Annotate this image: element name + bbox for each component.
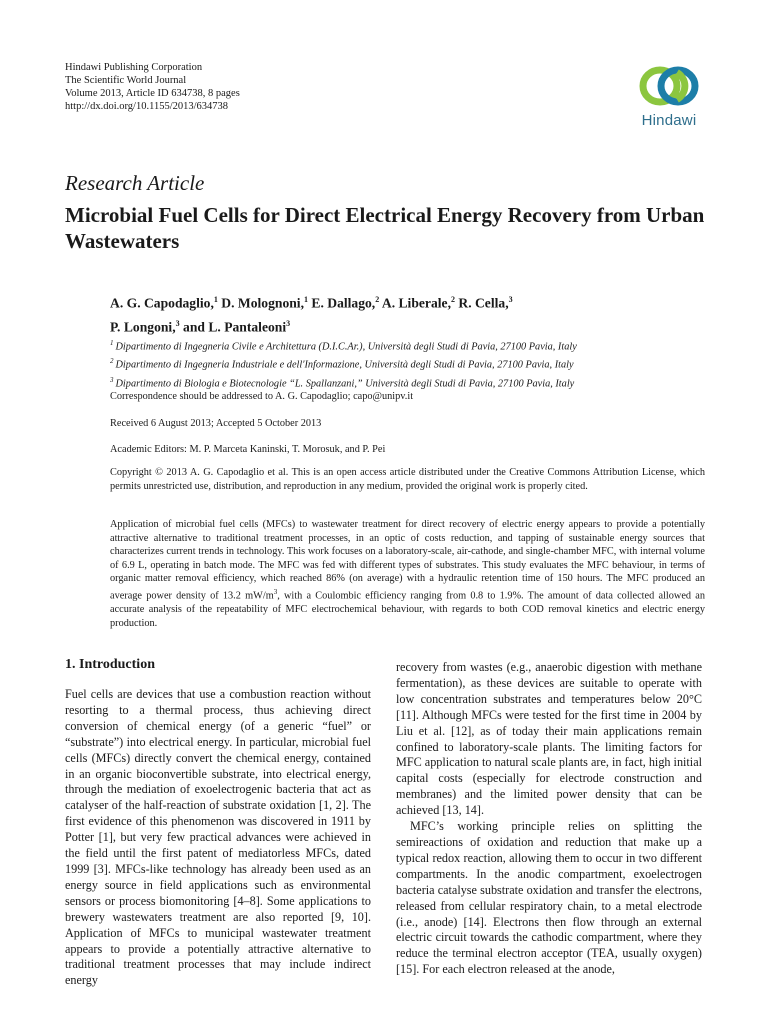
superscript: 3	[273, 587, 278, 596]
affiliation-text: Dipartimento di Biologia e Biotecnologie “L. Spallanzani,” Università degli Studi di Pavia, 27100 Pavia, Italy	[115, 378, 575, 390]
affiliation-mark: 2	[450, 295, 455, 304]
author: R. Cella,	[458, 295, 509, 311]
author: A. Liberale,	[381, 295, 451, 311]
logo-text: Hindawi	[641, 112, 697, 129]
correspondence: Correspondence should be addressed to A. G. Capodaglio; capo@unipv.it	[110, 391, 414, 402]
author: and L. Pantaleoni	[183, 319, 287, 335]
hindawi-rings-icon	[632, 62, 706, 112]
left-column	[65, 687, 371, 989]
academic-editors: Academic Editors: M. P. Marceta Kaninski, T. Morosuk, and P. Pei	[110, 444, 386, 455]
affiliation-number: 2	[110, 357, 114, 366]
abstract-text: , with a Coulombic efficiency ranging from 0.8 to 1.9%. The amount of data collected allowed an accurate analysis of the repeatability of MFC electrochemical behaviour, with regards to both COD removal kinetics and electric energy production.	[110, 590, 705, 629]
affiliation	[110, 373, 670, 391]
affiliation-mark: 3	[175, 318, 180, 328]
author-list	[110, 290, 670, 337]
journal-name: The Scientific World Journal	[65, 75, 187, 86]
author: A. G. Capodaglio,	[110, 295, 214, 311]
doi-link[interactable]: http://dx.doi.org/10.1155/2013/634738	[65, 101, 229, 112]
abstract	[110, 518, 705, 630]
article-type: Research Article	[65, 171, 205, 195]
affiliation-mark: 1	[303, 295, 308, 304]
hindawi-logo	[632, 62, 706, 132]
body-paragraph: MFC’s working principle relies on splitting the semireactions of oxidation and reduction that make up a typical redox reaction, allowing them to occur in two different compartments. In the anodic compartment, exoelectrogen bacteria catalyse substrate oxidation and transfer the electrons, released from cellular respiratory chain, to a metal electrode (i.e., anode) [14]. Electrons then flow through an external electric circuit towards the cathodic compartment, where they reduce the terminal electron acceptor (TEA, usually oxygen) [15]. For each electron released at the anode,	[396, 819, 702, 977]
received-accepted-dates: Received 6 August 2013; Accepted 5 October 2013	[110, 418, 322, 429]
volume-info: Volume 2013, Article ID 634738, 8 pages	[65, 88, 240, 99]
body-paragraph: recovery from wastes (e.g., anaerobic digestion with methane fermentation), as these devices are suitable to operate with low concentration substrates and temperatures below 20°C [11]. Although MFCs were tested for the first time in 2004 by Liu et al. [12], as of today their main applications remain confined to laboratory-scale plants. The limiting factors for MFC application to natural scale plants are, in fact, high initial capital costs (especially for electrode construction and membranes) and the limited power density that can be achieved [13, 14].	[396, 660, 702, 818]
section-heading: 1. Introduction	[65, 657, 155, 672]
affiliation-mark: 1	[213, 295, 218, 304]
affiliation-mark: 3	[286, 318, 291, 328]
affiliation-mark: 3	[508, 295, 513, 304]
affiliation-text: Dipartimento di Ingegneria Civile e Architettura (D.I.C.Ar.), Università degli Studi di Pavia, 27100 Pavia, Italy	[115, 341, 577, 353]
affiliation-number: 3	[110, 375, 114, 384]
body-paragraph: Fuel cells are devices that use a combustion reaction without resorting to a thermal process, thus achieving direct conversion of chemical energy (of a generic “fuel” or “substrate”) into electrical energy. In particular, microbial fuel cells (MFCs) directly convert the chemical energy, contained in an organic bioconvertible substrate, into electrical energy, through the mediation of exoelectrogenic bacteria that act as catalyser of the half-reaction of substrate oxidation [1, 2]. The first evidence of this phenomenon was discovered in 1911 by Potter [1], but very few practical advances were achieved in the field until the first patent of mediatorless MFCs, dated 1999 [3]. MFCs-like technology has already been used as an energy source in field applications such as environmental sensors or process biomonitoring [4–8]. Some applications to brewery wastewaters treatment are also reported [9, 10]. Application of MFCs to municipal wastewater treatment appears to provide a potentially attractive alternative to traditional treatment processes that may include indirect energy	[65, 687, 371, 988]
author: D. Molognoni,	[221, 295, 304, 311]
abstract-text: Application of microbial fuel cells (MFCs) to wastewater treatment for direct recovery of electric energy appears to provide a potentially attractive alternative to traditional treatment processes, in an optic of costs reduction, and tapping of sustainable energy sources that characterizes current trends in technology. This work focuses on a laboratory-scale, air-cathode, and single-chamber MFC, with internal volume of 6.9 L, operating in batch mode. The MFC was fed with different types of substrates. This study evaluates the MFC behaviour, in terms of organic matter removal efficiency, which reached 86% (on average) with a hydraulic retention time of 150 hours. The MFC produced an average power density of 13.2 mW/m	[110, 519, 705, 602]
affiliation	[110, 336, 670, 354]
author: P. Longoni,	[110, 319, 176, 335]
affiliation-number: 1	[110, 339, 114, 347]
author: E. Dallago,	[311, 295, 376, 311]
affiliation-mark: 2	[375, 295, 380, 304]
affiliation-list	[110, 336, 670, 391]
copyright-notice: Copyright © 2013 A. G. Capodaglio et al. This is an open access article distributed under the Creative Commons Attribution License, which permits unrestricted use, distribution, and reproduction in any medium, provided the original work is properly cited.	[110, 467, 705, 492]
publication-header	[65, 61, 240, 113]
article-title: Microbial Fuel Cells for Direct Electrical Energy Recovery from Urban Wastewaters	[65, 203, 705, 253]
publisher-name: Hindawi Publishing Corporation	[65, 62, 203, 73]
affiliation-text: Dipartimento di Ingegneria Industriale e dell'Informazione, Università degli Studi di Pavia, 27100 Pavia, Italy	[115, 359, 574, 371]
affiliation	[110, 354, 670, 372]
right-column	[396, 660, 702, 978]
